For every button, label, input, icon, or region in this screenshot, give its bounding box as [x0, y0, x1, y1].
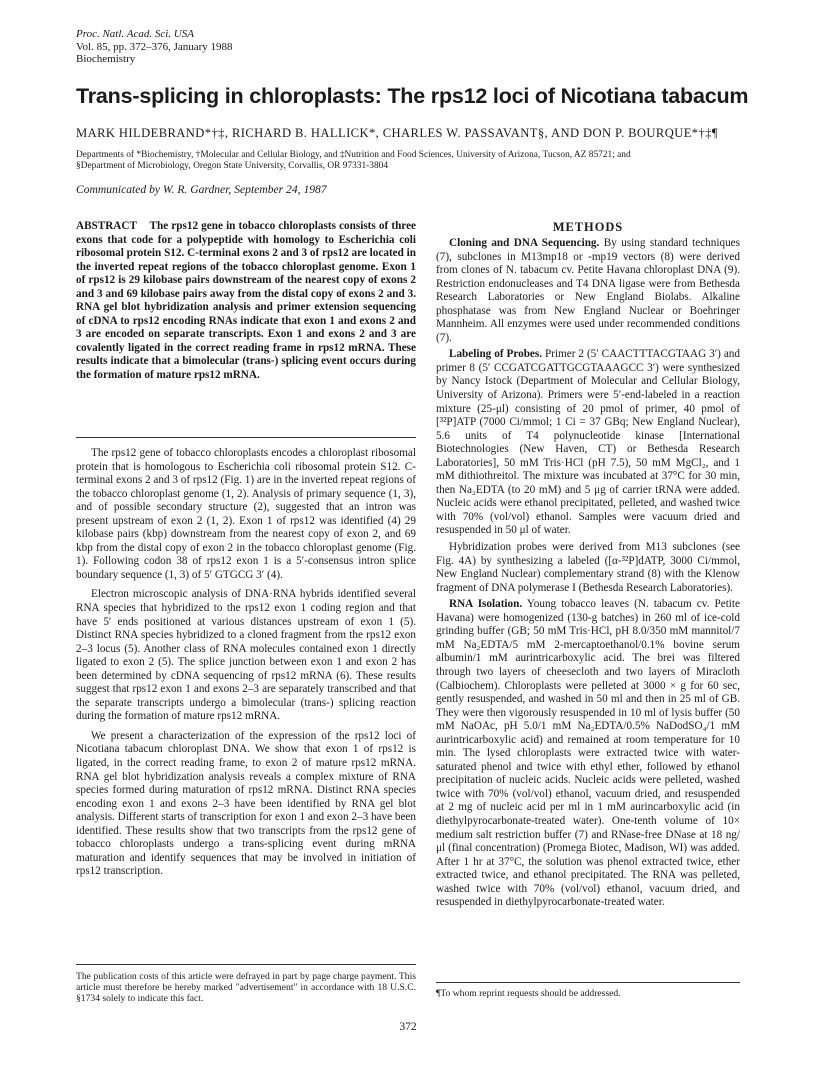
methods-paragraph: [436, 598, 740, 910]
reprint-footnote: ¶To whom reprint requests should be addressed.: [436, 988, 621, 999]
intro-paragraph: The rps12 gene of tobacco chloroplasts encodes a chloroplast ribosomal protein that is homologous to Escherichia coli ribosomal protein S12. C-terminal exons 2 and 3 of rps12 (Fig. 1) are in the inverted repeat regions of the tobacco chloroplast genome (1, 2). Analysis of primary sequence (1, 3), and of possible secondary structure (2), suggested that an intron was present upstream of exon 2 (1, 2). Exon 1 of rps12 was identified (4) 29 kilobase pairs (kbp) downstream from the nearest copy of exon 2, and 69 kbp from the distal copy of exon 2 in the tobacco chloroplast genome (Fig. 1). Following codon 38 of rps12 exon 1 is a 5′-consensus intron splice boundary sequence (1, 3) of 5′ GTGCG 3′ (4).: [76, 447, 416, 581]
run-in-head: Cloning and DNA Sequencing.: [449, 237, 600, 249]
abstract-divider: [76, 437, 416, 438]
paragraph-text: By using standard techniques (7), subclones in M13mp18 or -mp19 vectors (8) were derived from clones of N. tabacum cv. Petite Havana chloroplast DNA (9). Restriction endonucleases and T4 DNA ligase were from Bethesda Research Laboratories or New England Biolabs. Alkaline phosphatase was from New England Nuclear or Boehringer Mannheim. All enzymes were used under recommended conditions (7).: [436, 237, 741, 344]
paragraph-text: Primer 2 (5′ CAACTTTACGTAAG 3′) and primer 8 (5′ CCGATCGATTGCGTAAAGCC 3′) were synthesized by Nancy Istock (Department of Molecular and Cellular Biology, University of Arizona). Primers were 5′-end-labeled in a reaction mixture (25-μl) consisting of 20 pmol of primer, 40 pmol of [³²P]ATP (7000 Ci/mmol; 1 Ci = 37 GBq; New England Nuclear), 5.6 units of T4 polynucleotide kinase [International Biotechnologies (New Haven, CT) or Bethesda Research Laboratories], 50 mM Tris·HCl (pH 7.5), 50 mM MgCl₂, and 1 mM dithiothreitol. The mixture was incubated at 37°C for 30 min, then Na₂EDTA (to 20 mM) and 5 μg of carrier tRNA were added. Nucleic acids were ethanol precipitated, pelleted, and washed twice with 70% (vol/vol) ethanol. Samples were vacuum dried and resuspended in 50 μl of water.: [436, 348, 740, 537]
author-list: MARK HILDEBRAND*†‡, RICHARD B. HALLICK*, CHARLES W. PASSAVANT§, AND DON P. BOURQUE*†‡¶: [76, 126, 718, 140]
methods-section: [436, 237, 740, 910]
page-number: 372: [399, 1021, 417, 1033]
footnote-divider-right: [436, 982, 740, 983]
introduction: [76, 447, 416, 879]
journal-section: Biochemistry: [76, 53, 136, 65]
abstract-label: ABSTRACT: [76, 220, 137, 232]
abstract: [76, 220, 416, 383]
methods-paragraph: [436, 237, 740, 345]
journal-volume: Vol. 85, pp. 372–376, January 1988: [76, 40, 233, 53]
affiliations: [76, 150, 766, 172]
publication-cost-footnote: The publication costs of this article were defrayed in part by page charge payment. This article must therefore be hereby marked "advertisement" in accordance with 18 U.S.C. §1734 solely to indicate this fact.: [76, 971, 416, 1005]
methods-paragraph: [436, 348, 740, 538]
abstract-text: The rps12 gene in tobacco chloroplasts consists of three exons that code for a polypeptide with homology to Escherichia coli ribosomal protein S12. C-terminal exons 2 and 3 of rps12 are located in the inverted repeat regions of the tobacco chloroplast genome. Exon 1 of rps12 is 29 kilobase pairs downstream of the nearest copy of exons 2 and 3 and 69 kilobase pairs away from the distal copy of exons 2 and 3. RNA gel blot hybridization analysis and primer extension sequencing of cDNA to rps12 encoding RNAs indicate that exon 1 and exons 2 and 3 are encoded on separate transcripts. Exon 1 and exons 2 and 3 are covalently ligated in the correct reading frame in rps12 mRNA. These results indicate that a bimolecular (trans-) splicing event occurs during the formation of mature rps12 mRNA.: [76, 220, 417, 382]
intro-paragraph: Electron microscopic analysis of DNA·RNA hybrids identified several RNA species that hybridized to the rps12 exon 1 coding region and that have 5′ ends positioned at various distances upstream of exon 1 (5). Distinct RNA species hybridized to a cloned fragment from the rps12 exon 2–3 locus (5). Another class of RNA molecules contained exon 1 directly ligated to exon 2 (5). The splice junction between exon 1 and exon 2 has been determined by cDNA sequencing of rps12 mRNA (6). These results suggest that rps12 exon 1 and exons 2–3 are separately transcribed and that the separate transcripts undergo a bimolecular (trans-) splicing reaction during the formation of mature rps12 mRNA.: [76, 588, 416, 723]
article-title: Trans-splicing in chloroplasts: The rps12 loci of Nicotiana tabacum: [76, 84, 749, 108]
methods-paragraph: [436, 541, 740, 595]
paragraph-text: Young tobacco leaves (N. tabacum cv. Petite Havana) were homogenized (130-g batches) in 260 ml of ice-cold grinding buffer (GB; 50 mM Tris·HCl, pH 8.0/350 mM mannitol/7 mM Na₂EDTA/5 mM 2-mercaptoethanol/0.1% bovine serum albumin/1 mM aurintricarboxylic acid. The brei was filtered through two layers of cheesecloth and two layers of Miracloth (Calbiochem). Chloroplasts were pelleted at 3000 × g for 60 sec, gently resuspended, and washed in 50 ml and then in 25 ml of GB. They were then vigorously resuspended in 10 ml of lysis buffer (50 mM NaOAc, pH 5.0/1 mM Na₂EDTA/0.5% NaDodSO₄/1 mM aurintricarboxylic acid) and remained at room temperature for 10 min. The lysed chloroplasts were extracted twice with water-saturated phenol and twice with ethyl ether, followed by ethanol precipitation of nucleic acids. Nucleic acids were pelleted, washed twice with 70% (vol/vol) ethanol, vacuum dried, and resuspended at 2 mg of nucleic acid per ml in 1 mM aurincarboxylic acid (in diethylpyrocarbonate-treated water). One-tenth volume of 10× medium salt restriction buffer (7) and RNase-free DNase at 18 ng/μl (final concentration) (Promega Biotec, Madison, WI) was added. After 1 hr at 37°C, the solution was phenol extracted twice, ether extracted twice, and ethanol precipitated. The RNA was pelleted, washed twice with 70% (vol/vol) ethanol, vacuum dried, and resuspended in diethylpyrocarbonate-treated water.: [436, 598, 740, 909]
journal-name: Proc. Natl. Acad. Sci. USA: [76, 28, 194, 40]
journal-header: [76, 28, 233, 66]
communicated-by: Communicated by W. R. Gardner, September 24, 1987: [76, 183, 327, 196]
affiliation-line: §Department of Microbiology, Oregon State University, Corvallis, OR 97331-3804: [76, 161, 389, 171]
footnote-divider-left: [76, 964, 416, 965]
run-in-head: Labeling of Probes.: [449, 348, 543, 361]
run-in-head: RNA Isolation.: [449, 598, 523, 611]
affiliation-line: Departments of *Biochemistry, †Molecular and Cellular Biology, and ‡Nutrition and Food Sciences, University of Arizona, Tucson, AZ 85721; and: [76, 150, 631, 160]
methods-heading: METHODS: [552, 220, 624, 234]
paragraph-text: Hybridization probes were derived from M13 subclones (see Fig. 4A) by synthesizing a labeled ([α-³²P]dATP, 3000 Ci/mmol, New England Nuclear) complementary strand (8) with the Klenow fragment of DNA polymerase I (Bethesda Research Laboratories).: [436, 541, 740, 594]
intro-paragraph: We present a characterization of the expression of the rps12 loci of Nicotiana tabacum chloroplast DNA. We show that exon 1 of rps12 is ligated, in the correct reading frame, to exon 2 of mature rps12 mRNA. RNA gel blot hybridization analysis reveals a complex mixture of RNA species formed during maturation of rps12 mRNA. Distinct RNA species encoding exon 1 and exons 2–3 have been identified by RNA gel blot analysis. Different starts of transcription for exon 1 and exon 2–3 have been identified. These results show that two transcripts from the rps12 gene of tobacco chloroplasts undergo a trans-splicing event during mRNA maturation and identify sequences that may be involved in initiation of rps12 transcription.: [76, 729, 416, 878]
